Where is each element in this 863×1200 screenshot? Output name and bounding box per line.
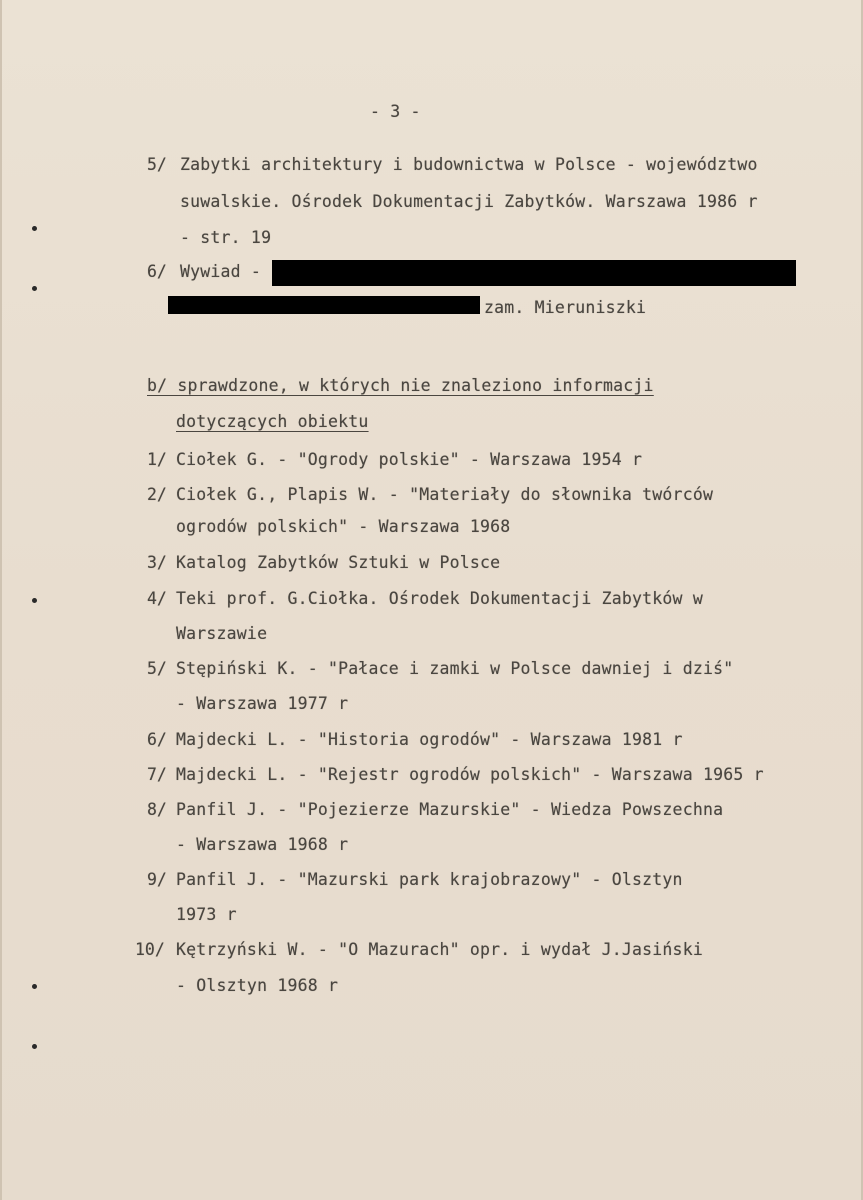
binder-mark [32, 1044, 37, 1049]
list-item-number: 4/ [147, 589, 167, 608]
list-item-line: Majdecki L. - "Rejestr ogrodów polskich" - Warszawa 1965 r [176, 765, 764, 784]
section-heading: b/ sprawdzone, w których nie znaleziono informacji [147, 376, 654, 395]
list-item-number: 9/ [147, 870, 167, 889]
list-item-number: 7/ [147, 765, 167, 784]
redaction-bar [168, 296, 480, 314]
list-item-line: Kętrzyński W. - "O Mazurach" opr. i wydał J.Jasiński [176, 940, 703, 959]
list-item-number: 5/ [147, 659, 167, 678]
list-item-line: Majdecki L. - "Historia ogrodów" - Warszawa 1981 r [176, 730, 683, 749]
page-left-edge [0, 0, 2, 1200]
list-item-line: Panfil J. - "Pojezierze Mazurskie" - Wiedza Powszechna [176, 800, 724, 819]
list-item-line: Panfil J. - "Mazurski park krajobrazowy" - Olsztyn [176, 870, 683, 889]
page-number: - 3 - [370, 102, 421, 121]
binder-mark [32, 984, 37, 989]
list-item-line: Zabytki architektury i budownictwa w Polsce - województwo [180, 155, 758, 174]
list-item-line: suwalskie. Ośrodek Dokumentacji Zabytków. Warszawa 1986 r [180, 192, 758, 211]
list-item-number: 1/ [147, 450, 167, 469]
list-item-line: Wywiad - [180, 262, 262, 281]
binder-mark [32, 286, 37, 291]
list-item-line: - Olsztyn 1968 r [176, 976, 339, 995]
list-item-line: Ciołek G., Plapis W. - "Materiały do słownika twórców [176, 485, 714, 504]
list-item-number: 6/ [147, 262, 167, 281]
section-heading: dotyczących obiektu [176, 412, 369, 431]
list-item-number: 3/ [147, 553, 167, 572]
list-item-line: - Warszawa 1977 r [176, 694, 349, 713]
list-item-line: - str. 19 [180, 228, 272, 247]
list-item-number: 8/ [147, 800, 167, 819]
list-item-number: 6/ [147, 730, 167, 749]
redaction-bar [272, 260, 796, 286]
list-item-line: 1973 r [176, 905, 237, 924]
list-item-line: Warszawie [176, 624, 268, 643]
list-item-line: Katalog Zabytków Sztuki w Polsce [176, 553, 501, 572]
binder-mark [32, 226, 37, 231]
list-item-line: ogrodów polskich" - Warszawa 1968 [176, 517, 511, 536]
list-item-line: Teki prof. G.Ciołka. Ośrodek Dokumentacji Zabytków w [176, 589, 703, 608]
list-item-number: 10/ [135, 940, 165, 959]
list-item-line: - Warszawa 1968 r [176, 835, 349, 854]
list-item-line: Stępiński K. - "Pałace i zamki w Polsce dawniej i dziś" [176, 659, 734, 678]
list-item-number: 2/ [147, 485, 167, 504]
binder-mark [32, 598, 37, 603]
list-item-number: 5/ [147, 155, 167, 174]
list-item-line: Ciołek G. - "Ogrody polskie" - Warszawa 1954 r [176, 450, 643, 469]
list-item-line: zam. Mieruniszki [484, 298, 647, 317]
